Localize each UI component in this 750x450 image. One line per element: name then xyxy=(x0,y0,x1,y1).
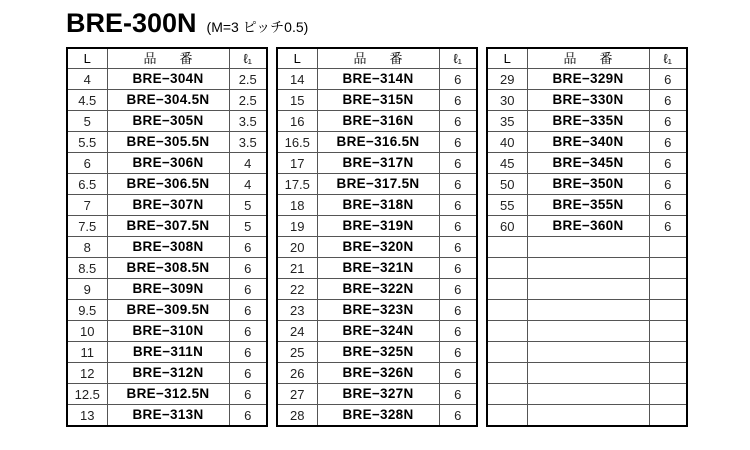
cell-part-number: BRE−355N xyxy=(527,195,649,216)
table-row xyxy=(67,153,267,174)
header-l: L xyxy=(67,48,107,69)
table-row xyxy=(487,321,687,342)
cell-length: 4 xyxy=(67,69,107,90)
cell-part-number: BRE−322N xyxy=(317,279,439,300)
table-row xyxy=(67,342,267,363)
cell-part-number: BRE−310N xyxy=(107,321,229,342)
table-row xyxy=(67,69,267,90)
cell-l1 xyxy=(649,258,687,279)
cell-l1: 3.5 xyxy=(229,132,267,153)
table-row xyxy=(277,195,477,216)
cell-l1: 6 xyxy=(229,300,267,321)
cell-length: 12 xyxy=(67,363,107,384)
cell-part-number: BRE−360N xyxy=(527,216,649,237)
cell-length: 16 xyxy=(277,111,317,132)
page-title: BRE-300N xyxy=(66,8,197,38)
cell-part-number xyxy=(527,258,649,279)
cell-length: 25 xyxy=(277,342,317,363)
cell-length: 22 xyxy=(277,279,317,300)
cell-length: 19 xyxy=(277,216,317,237)
cell-length: 8 xyxy=(67,237,107,258)
cell-length: 40 xyxy=(487,132,527,153)
table-row xyxy=(67,174,267,195)
table-row xyxy=(67,279,267,300)
cell-length: 20 xyxy=(277,237,317,258)
cell-part-number: BRE−307N xyxy=(107,195,229,216)
cell-l1: 6 xyxy=(649,153,687,174)
cell-part-number: BRE−321N xyxy=(317,258,439,279)
table-row xyxy=(277,342,477,363)
cell-part-number: BRE−326N xyxy=(317,363,439,384)
table-body-1 xyxy=(67,69,267,427)
cell-length: 17 xyxy=(277,153,317,174)
cell-part-number: BRE−335N xyxy=(527,111,649,132)
cell-part-number: BRE−312N xyxy=(107,363,229,384)
cell-part-number: BRE−318N xyxy=(317,195,439,216)
cell-part-number xyxy=(527,300,649,321)
cell-part-number: BRE−309.5N xyxy=(107,300,229,321)
header-l1: ℓ₁ xyxy=(649,48,687,69)
cell-length: 11 xyxy=(67,342,107,363)
header-l1: ℓ₁ xyxy=(439,48,477,69)
cell-l1: 6 xyxy=(439,300,477,321)
cell-length: 50 xyxy=(487,174,527,195)
cell-length xyxy=(487,258,527,279)
table-body-2 xyxy=(277,69,477,427)
table-row xyxy=(487,279,687,300)
table-row xyxy=(67,216,267,237)
cell-length: 9.5 xyxy=(67,300,107,321)
table-row xyxy=(67,111,267,132)
table-row xyxy=(277,90,477,111)
table-body-3 xyxy=(487,69,687,427)
header-row xyxy=(67,48,267,69)
cell-part-number: BRE−304.5N xyxy=(107,90,229,111)
table-row xyxy=(487,237,687,258)
cell-l1 xyxy=(649,342,687,363)
cell-part-number xyxy=(527,384,649,405)
cell-part-number: BRE−329N xyxy=(527,69,649,90)
cell-length: 5.5 xyxy=(67,132,107,153)
table-row xyxy=(277,363,477,384)
cell-length: 6.5 xyxy=(67,174,107,195)
table-row xyxy=(487,132,687,153)
table-row xyxy=(487,111,687,132)
cell-part-number: BRE−304N xyxy=(107,69,229,90)
spec-table-3 xyxy=(486,47,688,427)
cell-length: 13 xyxy=(67,405,107,427)
cell-part-number: BRE−311N xyxy=(107,342,229,363)
cell-part-number xyxy=(527,321,649,342)
cell-l1: 6 xyxy=(229,237,267,258)
cell-length: 9 xyxy=(67,279,107,300)
table-row xyxy=(277,258,477,279)
cell-l1: 6 xyxy=(439,69,477,90)
cell-l1: 6 xyxy=(649,216,687,237)
cell-l1 xyxy=(649,279,687,300)
cell-l1: 6 xyxy=(229,363,267,384)
cell-part-number: BRE−309N xyxy=(107,279,229,300)
table-row xyxy=(487,342,687,363)
cell-l1: 6 xyxy=(649,195,687,216)
cell-part-number xyxy=(527,237,649,258)
table-row xyxy=(67,132,267,153)
spec-table-1 xyxy=(66,47,268,427)
cell-length: 30 xyxy=(487,90,527,111)
cell-part-number: BRE−324N xyxy=(317,321,439,342)
cell-length: 16.5 xyxy=(277,132,317,153)
table-row xyxy=(277,174,477,195)
cell-part-number: BRE−307.5N xyxy=(107,216,229,237)
cell-part-number: BRE−330N xyxy=(527,90,649,111)
table-row xyxy=(67,195,267,216)
cell-part-number: BRE−313N xyxy=(107,405,229,427)
header-part: 品 番 xyxy=(527,48,649,69)
cell-part-number: BRE−325N xyxy=(317,342,439,363)
table-row xyxy=(67,300,267,321)
table-row xyxy=(487,405,687,427)
cell-l1: 5 xyxy=(229,216,267,237)
cell-l1: 2.5 xyxy=(229,90,267,111)
cell-l1: 6 xyxy=(439,90,477,111)
cell-l1: 6 xyxy=(649,174,687,195)
header-row xyxy=(277,48,477,69)
cell-l1: 6 xyxy=(649,90,687,111)
cell-length: 7.5 xyxy=(67,216,107,237)
cell-length: 4.5 xyxy=(67,90,107,111)
table-row xyxy=(277,216,477,237)
cell-length: 7 xyxy=(67,195,107,216)
cell-length: 12.5 xyxy=(67,384,107,405)
cell-part-number: BRE−306.5N xyxy=(107,174,229,195)
cell-l1: 6 xyxy=(439,132,477,153)
cell-length: 28 xyxy=(277,405,317,427)
cell-length: 29 xyxy=(487,69,527,90)
table-row xyxy=(487,363,687,384)
cell-l1: 6 xyxy=(439,111,477,132)
cell-length: 35 xyxy=(487,111,527,132)
cell-l1: 6 xyxy=(649,132,687,153)
cell-l1: 4 xyxy=(229,174,267,195)
cell-l1: 3.5 xyxy=(229,111,267,132)
cell-length: 23 xyxy=(277,300,317,321)
cell-length xyxy=(487,279,527,300)
cell-length: 14 xyxy=(277,69,317,90)
cell-l1: 4 xyxy=(229,153,267,174)
header-l: L xyxy=(487,48,527,69)
spec-table-2 xyxy=(276,47,478,427)
table-row xyxy=(67,321,267,342)
cell-length: 27 xyxy=(277,384,317,405)
cell-length: 21 xyxy=(277,258,317,279)
table-row xyxy=(67,384,267,405)
cell-part-number: BRE−320N xyxy=(317,237,439,258)
cell-part-number: BRE−350N xyxy=(527,174,649,195)
cell-part-number: BRE−328N xyxy=(317,405,439,427)
cell-length: 18 xyxy=(277,195,317,216)
tables-container xyxy=(66,47,688,427)
cell-l1: 6 xyxy=(229,321,267,342)
cell-length: 8.5 xyxy=(67,258,107,279)
table-row xyxy=(67,363,267,384)
cell-length xyxy=(487,237,527,258)
cell-l1: 6 xyxy=(229,279,267,300)
cell-part-number xyxy=(527,363,649,384)
table-row xyxy=(487,153,687,174)
cell-l1: 5 xyxy=(229,195,267,216)
cell-length: 5 xyxy=(67,111,107,132)
cell-l1: 6 xyxy=(439,195,477,216)
cell-part-number: BRE−317N xyxy=(317,153,439,174)
table-row xyxy=(67,90,267,111)
table-row xyxy=(277,300,477,321)
cell-part-number: BRE−323N xyxy=(317,300,439,321)
cell-part-number: BRE−308N xyxy=(107,237,229,258)
cell-l1: 6 xyxy=(439,237,477,258)
table-row xyxy=(487,174,687,195)
cell-part-number: BRE−316.5N xyxy=(317,132,439,153)
cell-part-number: BRE−305N xyxy=(107,111,229,132)
cell-part-number xyxy=(527,342,649,363)
cell-length: 15 xyxy=(277,90,317,111)
cell-length xyxy=(487,384,527,405)
cell-length xyxy=(487,405,527,427)
cell-part-number: BRE−315N xyxy=(317,90,439,111)
cell-l1 xyxy=(649,300,687,321)
header-l: L xyxy=(277,48,317,69)
cell-l1: 6 xyxy=(439,279,477,300)
cell-part-number: BRE−314N xyxy=(317,69,439,90)
cell-l1: 6 xyxy=(439,363,477,384)
cell-length xyxy=(487,300,527,321)
cell-length xyxy=(487,342,527,363)
cell-l1: 6 xyxy=(439,258,477,279)
cell-l1: 6 xyxy=(649,69,687,90)
table-row xyxy=(487,300,687,321)
table-row xyxy=(487,195,687,216)
cell-l1: 6 xyxy=(439,216,477,237)
cell-part-number: BRE−316N xyxy=(317,111,439,132)
cell-l1 xyxy=(649,363,687,384)
table-row xyxy=(277,153,477,174)
table-row xyxy=(487,258,687,279)
cell-l1: 6 xyxy=(229,342,267,363)
table-row xyxy=(67,237,267,258)
page-header xyxy=(66,8,308,39)
cell-l1: 6 xyxy=(439,405,477,427)
cell-part-number: BRE−305.5N xyxy=(107,132,229,153)
header-part: 品 番 xyxy=(317,48,439,69)
cell-l1 xyxy=(649,321,687,342)
cell-l1: 6 xyxy=(439,342,477,363)
cell-part-number xyxy=(527,405,649,427)
cell-l1: 6 xyxy=(439,384,477,405)
cell-l1: 6 xyxy=(229,384,267,405)
table-row xyxy=(277,69,477,90)
cell-part-number: BRE−327N xyxy=(317,384,439,405)
cell-length: 6 xyxy=(67,153,107,174)
cell-part-number: BRE−306N xyxy=(107,153,229,174)
cell-l1 xyxy=(649,237,687,258)
cell-length: 55 xyxy=(487,195,527,216)
cell-part-number: BRE−319N xyxy=(317,216,439,237)
cell-part-number: BRE−345N xyxy=(527,153,649,174)
cell-l1: 6 xyxy=(649,111,687,132)
cell-l1 xyxy=(649,384,687,405)
table-row xyxy=(487,69,687,90)
cell-l1: 6 xyxy=(439,321,477,342)
cell-length: 60 xyxy=(487,216,527,237)
header-l1: ℓ₁ xyxy=(229,48,267,69)
table-row xyxy=(277,321,477,342)
cell-part-number: BRE−340N xyxy=(527,132,649,153)
table-row xyxy=(487,90,687,111)
table-row xyxy=(487,216,687,237)
header-part: 品 番 xyxy=(107,48,229,69)
table-row xyxy=(277,405,477,427)
page-subtitle: (M=3 ピッチ0.5) xyxy=(206,19,309,35)
cell-length xyxy=(487,363,527,384)
table-row xyxy=(277,279,477,300)
cell-length xyxy=(487,321,527,342)
cell-length: 10 xyxy=(67,321,107,342)
table-row xyxy=(277,384,477,405)
cell-part-number: BRE−317.5N xyxy=(317,174,439,195)
cell-part-number: BRE−312.5N xyxy=(107,384,229,405)
cell-l1 xyxy=(649,405,687,427)
cell-length: 17.5 xyxy=(277,174,317,195)
table-row xyxy=(67,405,267,427)
cell-length: 45 xyxy=(487,153,527,174)
cell-l1: 6 xyxy=(229,405,267,427)
cell-part-number xyxy=(527,279,649,300)
cell-l1: 6 xyxy=(439,153,477,174)
table-row xyxy=(277,132,477,153)
table-row xyxy=(277,237,477,258)
table-row xyxy=(277,111,477,132)
table-row xyxy=(487,384,687,405)
cell-l1: 2.5 xyxy=(229,69,267,90)
cell-l1: 6 xyxy=(229,258,267,279)
header-row xyxy=(487,48,687,69)
cell-length: 24 xyxy=(277,321,317,342)
table-row xyxy=(67,258,267,279)
cell-length: 26 xyxy=(277,363,317,384)
cell-part-number: BRE−308.5N xyxy=(107,258,229,279)
cell-l1: 6 xyxy=(439,174,477,195)
